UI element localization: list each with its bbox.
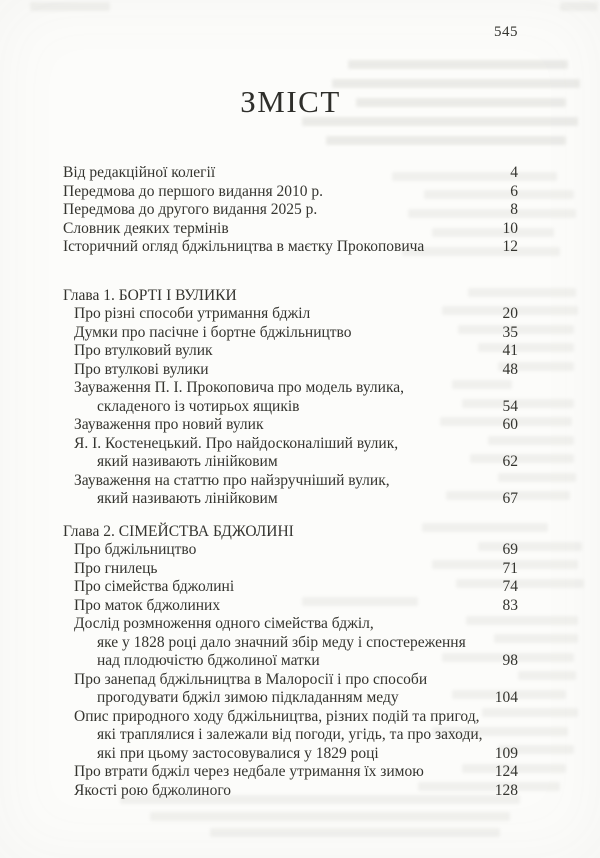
entry-text: який називають лінійковим <box>97 490 278 507</box>
entry-text: Думки про пасічне і бортне бджільництво <box>74 323 352 341</box>
toc-entry <box>63 615 518 671</box>
toc-entry-line <box>63 201 518 220</box>
entry-text: Про різні способи утримання бджіл <box>74 305 311 322</box>
entry-page-number: 8 <box>510 201 518 218</box>
toc-entry <box>63 541 518 560</box>
toc-entry <box>63 164 518 183</box>
entry-page-number: 104 <box>494 689 518 706</box>
entry-text: Передмова до першого видання 2010 р. <box>63 182 324 200</box>
toc-entry <box>63 379 518 416</box>
folio-page-number: 545 <box>494 24 518 40</box>
entry-text: Про маток бджолиних <box>74 596 221 614</box>
entry-text: Про гнилець <box>74 559 158 577</box>
toc-entry-line <box>63 324 518 343</box>
entry-text: Зауваження на статтю про найзручніший вулик, <box>74 471 390 489</box>
toc-entry <box>63 435 518 472</box>
entry-text: Словник деяких термінів <box>63 219 229 237</box>
entry-text: Про сімейства бджолині <box>74 578 235 595</box>
entry-page-number: 69 <box>502 541 518 558</box>
toc-entry-line <box>63 238 518 257</box>
entry-page-number: 124 <box>494 763 518 780</box>
entry-text: Дослід розмноження одного сімейства бджіл, <box>74 615 374 632</box>
toc-entry-line <box>63 541 518 560</box>
toc-entry-line <box>63 379 518 398</box>
toc-entry-line <box>63 435 518 454</box>
toc-entry <box>63 238 518 257</box>
entry-text: яке у 1828 році дало значний збір меду і спостереження <box>97 633 466 651</box>
entry-text: які при цьому застосовувалися у 1829 році <box>97 744 379 762</box>
entry-text: Про втулкові вулики <box>74 360 209 378</box>
toc-entry <box>63 472 518 509</box>
toc-entry-line <box>63 763 518 782</box>
toc-entry-line <box>63 342 518 361</box>
toc-entry-line <box>63 453 518 472</box>
toc-entry-line <box>63 634 518 653</box>
toc-entry-line <box>63 578 518 597</box>
entry-page-number: 71 <box>502 559 518 577</box>
entry-page-number: 128 <box>494 781 518 799</box>
entry-page-number: 20 <box>502 305 518 322</box>
entry-text: Зауваження про новий вулик <box>74 416 264 433</box>
toc-entry-line <box>63 398 518 417</box>
toc-entry <box>63 220 518 239</box>
entry-page-number: 74 <box>502 578 518 595</box>
toc-entry <box>63 578 518 597</box>
chapter-heading: Глава 1. БОРТІ І ВУЛИКИ <box>63 286 237 304</box>
entry-page-number: 54 <box>502 397 518 415</box>
toc-entry-line <box>63 615 518 634</box>
toc-entry-line <box>63 652 518 671</box>
entry-text: Про втрати бджіл через недбале утримання їх зимою <box>74 763 424 780</box>
toc-entry <box>63 201 518 220</box>
toc-entry <box>63 782 518 801</box>
toc-entry <box>63 342 518 361</box>
entry-page-number: 41 <box>502 342 518 359</box>
toc-entry-line <box>63 220 518 239</box>
toc-entry <box>63 560 518 579</box>
toc-entry-line <box>63 164 518 183</box>
toc-entry-line <box>63 490 518 509</box>
toc-entry-line <box>63 689 518 708</box>
entry-page-number: 4 <box>510 164 518 181</box>
toc-entry-line <box>63 782 518 801</box>
toc-entry-line <box>63 597 518 616</box>
toc-entry-line <box>63 726 518 745</box>
toc-entry <box>63 305 518 324</box>
toc-entry-line <box>63 305 518 324</box>
table-of-contents <box>63 164 518 800</box>
toc-front-matter <box>63 164 518 257</box>
toc-chapter <box>63 287 518 509</box>
entry-text: Зауваження П. І. Прокоповича про модель вулика, <box>74 379 404 396</box>
toc-entry <box>63 671 518 708</box>
chapter-heading: Глава 2. СІМЕЙСТВА БДЖОЛИНІ <box>63 522 294 540</box>
toc-entry-line <box>63 472 518 491</box>
entry-text: Від редакційної колегії <box>63 164 216 181</box>
toc-entry <box>63 361 518 380</box>
entry-page-number: 98 <box>502 652 518 669</box>
entry-text: Історичний огляд бджільництва в маєтку Прокоповича <box>63 238 425 255</box>
toc-chapter <box>63 523 518 801</box>
entry-page-number: 109 <box>494 744 518 762</box>
toc-entry-line <box>63 560 518 579</box>
toc-entry-line <box>63 416 518 435</box>
toc-entry-line <box>63 183 518 202</box>
entry-text: Опис природного ходу бджільництва, різних подій та пригод, <box>74 707 480 725</box>
toc-entry-line <box>63 361 518 380</box>
toc-entry <box>63 324 518 343</box>
entry-page-number: 12 <box>502 238 518 255</box>
entry-text: Передмова до другого видання 2025 р. <box>63 201 318 218</box>
entry-text: Про втулковий вулик <box>74 342 213 359</box>
entry-text: Про бджільництво <box>74 541 197 558</box>
entry-text: Якості рою бджолиного <box>74 781 232 799</box>
entry-page-number: 67 <box>502 490 518 507</box>
page-title: ЗМІСТ <box>240 84 341 119</box>
toc-entry-line <box>63 745 518 764</box>
entry-page-number: 83 <box>502 596 518 614</box>
entry-page-number: 48 <box>502 360 518 378</box>
entry-page-number: 62 <box>502 453 518 470</box>
toc-entry <box>63 416 518 435</box>
toc-entry-line <box>63 708 518 727</box>
entry-page-number: 10 <box>502 219 518 237</box>
entry-text: Про занепад бджільництва в Малоросії і про способи <box>74 670 428 688</box>
entry-page-number: 35 <box>502 323 518 341</box>
entry-text: Я. І. Костенецький. Про найдосконаліший вулик, <box>74 434 399 452</box>
entry-page-number: 60 <box>502 416 518 433</box>
entry-text: який називають лінійковим <box>97 453 278 470</box>
entry-text: прогодувати бджіл зимою підкладанням меду <box>97 689 399 706</box>
toc-entry <box>63 708 518 764</box>
toc-chapters <box>63 287 518 801</box>
entry-text: над плодючістю бджолиної матки <box>97 652 320 669</box>
toc-entry <box>63 763 518 782</box>
toc-entry <box>63 183 518 202</box>
entry-text: які траплялися і залежали від погоди, угідь, та про заходи, <box>97 726 483 743</box>
toc-entry-line <box>63 671 518 690</box>
entry-text: складеного із чотирьох ящиків <box>97 397 300 415</box>
entry-page-number: 6 <box>510 182 518 200</box>
toc-entry <box>63 597 518 616</box>
